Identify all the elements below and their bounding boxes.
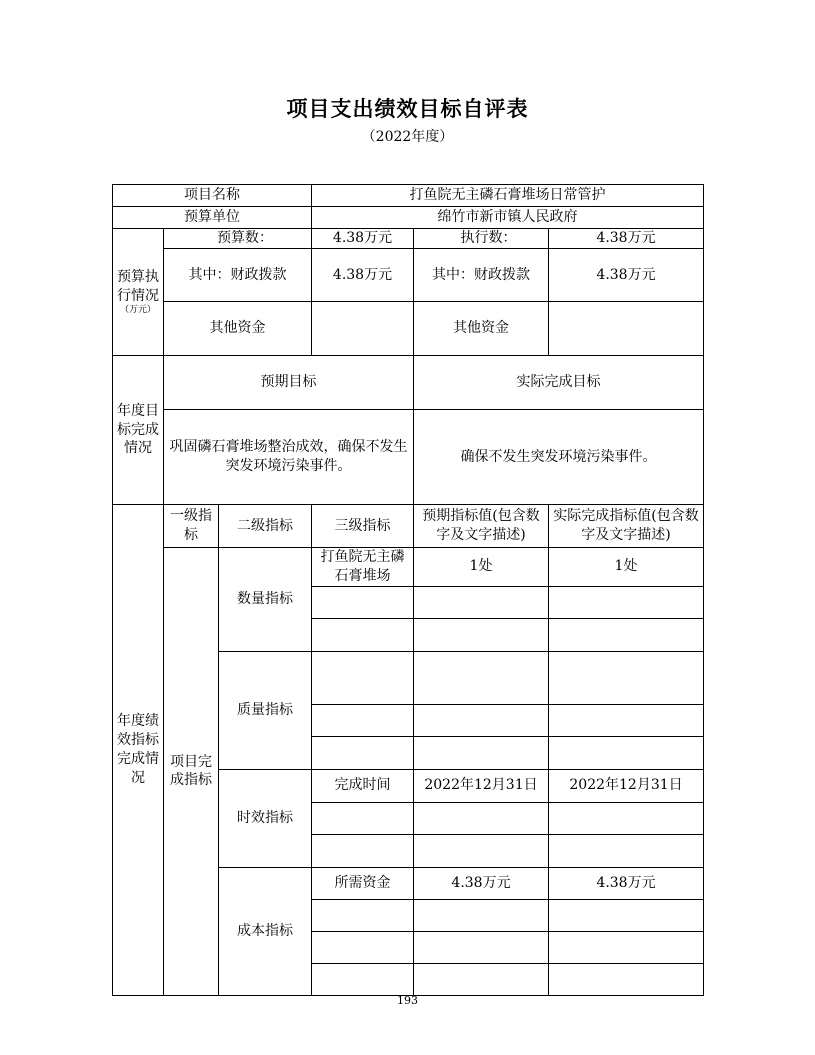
fiscal-row (113, 249, 704, 302)
project-name-row (113, 185, 704, 207)
self-evaluation-table (112, 184, 704, 996)
budget-value: 4.38万元 (312, 229, 414, 249)
project-name-value: 打鱼院无主磷石膏堆场日常管护 (312, 185, 704, 207)
level3-header: 三级指标 (312, 505, 414, 548)
budget-exec-row-label: 预算执行情况 （万元） (113, 229, 164, 356)
budget-unit-note: （万元） (119, 305, 156, 316)
budget-amount-row (113, 229, 704, 249)
cost-level3: 所需资金 (312, 867, 414, 899)
budget-unit-label: 预算单位 (113, 207, 312, 229)
timeliness-level3: 完成时间 (312, 769, 414, 802)
level1-project-completion: 项目完成指标 (164, 548, 219, 996)
table-row (113, 548, 704, 587)
actual-goal-header: 实际完成目标 (414, 356, 704, 410)
other-funds-label: 其他资金 (164, 302, 312, 356)
timeliness-indicator-label: 时效指标 (219, 769, 312, 867)
other-funds-budget-value (312, 302, 414, 356)
timeliness-actual: 2022年12月31日 (549, 769, 704, 802)
goals-content-row (113, 410, 704, 505)
exec-label: 执行数： (414, 229, 549, 249)
other-funds-exec-label: 其他资金 (414, 302, 549, 356)
cost-actual: 4.38万元 (549, 867, 704, 899)
page-subtitle: （2022年度） (361, 129, 454, 145)
fiscal-exec-label: 其中：财政拨款 (414, 249, 549, 302)
actual-goal-text: 确保不发生突发环境污染事件。 (414, 410, 704, 505)
budget-unit-row (113, 207, 704, 229)
expected-goal-header: 预期目标 (164, 356, 414, 410)
indicators-row-label: 年度绩效指标完成情况 (113, 505, 164, 996)
other-funds-row (113, 302, 704, 356)
exec-value: 4.38万元 (549, 229, 704, 249)
expected-goal-text: 巩固磷石膏堆场整治成效，确保不发生突发环境污染事件。 (164, 410, 414, 505)
expected-value-header: 预期指标值(包含数字及文字描述) (414, 505, 549, 548)
quantity-expected: 1处 (414, 548, 549, 587)
cost-indicator-label: 成本指标 (219, 867, 312, 995)
fiscal-exec-value: 4.38万元 (549, 249, 704, 302)
page-number: 193 (397, 994, 418, 1007)
cost-expected: 4.38万元 (414, 867, 549, 899)
page-title: 项目支出绩效目标自评表 (286, 97, 529, 121)
goals-header-row (113, 356, 704, 410)
goals-row-label: 年度目标完成情况 (113, 356, 164, 505)
budget-label: 预算数： (164, 229, 312, 249)
project-name-label: 项目名称 (113, 185, 312, 207)
budget-unit-value: 绵竹市新市镇人民政府 (312, 207, 704, 229)
other-funds-exec-value (549, 302, 704, 356)
quantity-actual: 1处 (549, 548, 704, 587)
actual-value-header: 实际完成指标值(包含数字及文字描述) (549, 505, 704, 548)
quality-indicator-label: 质量指标 (219, 651, 312, 769)
quantity-level3: 打鱼院无主磷石膏堆场 (312, 548, 414, 587)
level2-header: 二级指标 (219, 505, 312, 548)
timeliness-expected: 2022年12月31日 (414, 769, 549, 802)
quantity-indicator-label: 数量指标 (219, 548, 312, 652)
fiscal-budget-value: 4.38万元 (312, 249, 414, 302)
level1-header: 一级指标 (164, 505, 219, 548)
fiscal-label: 其中：财政拨款 (164, 249, 312, 302)
indicator-header-row (113, 505, 704, 548)
